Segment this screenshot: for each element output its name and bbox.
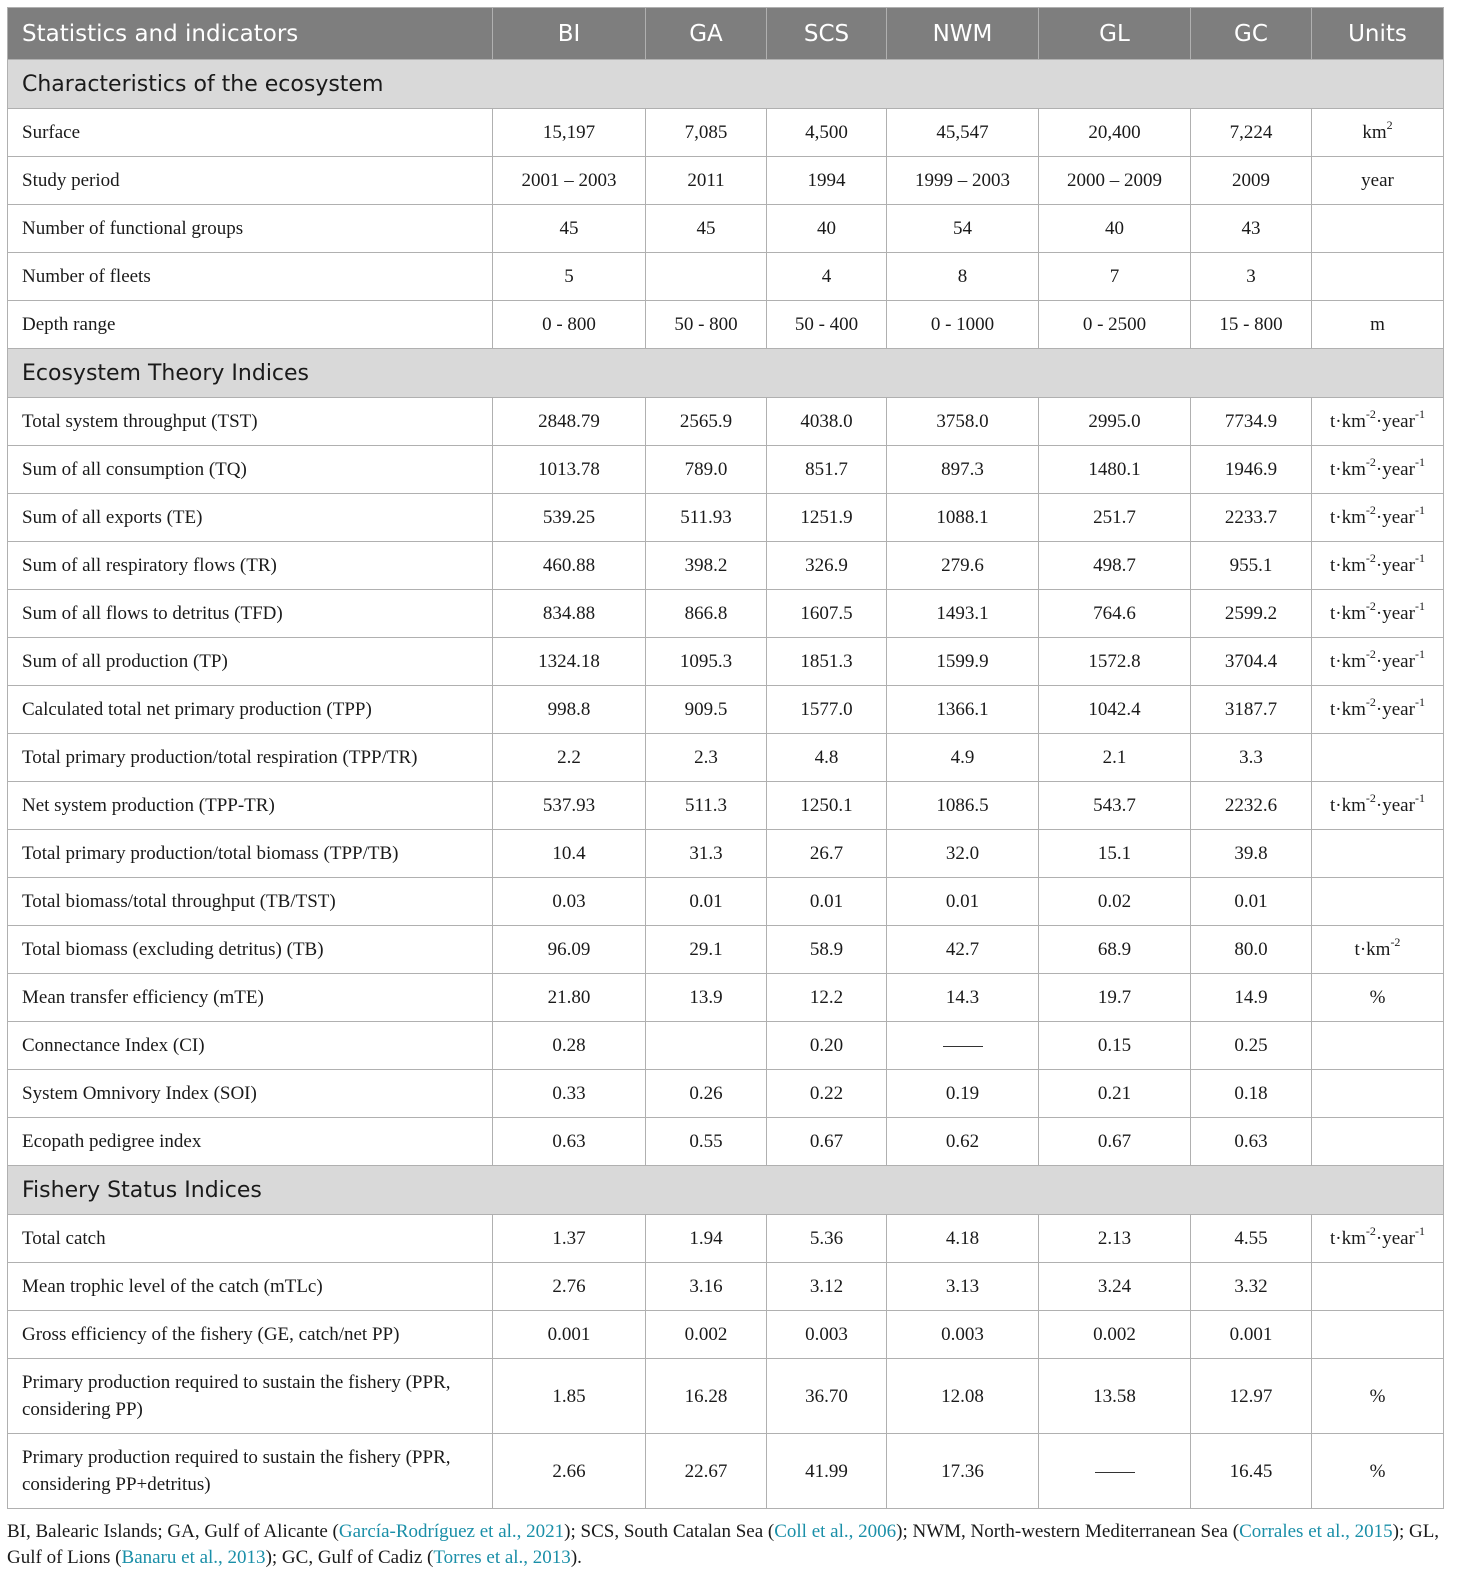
value-cell: 54 [887,205,1039,253]
value-cell: 1999 – 2003 [887,157,1039,205]
value-cell: 7734.9 [1191,398,1312,446]
table-wrapper [7,7,1443,1571]
value-cell: 4.9 [887,734,1039,782]
value-cell: 19.7 [1039,974,1191,1022]
value-cell: 20,400 [1039,109,1191,157]
section-title: Fishery Status Indices [8,1166,1444,1215]
table-row [8,1215,1444,1263]
value-cell: 0.02 [1039,878,1191,926]
value-cell: 398.2 [646,542,767,590]
footnote-text: ). [570,1547,582,1568]
value-cell: 36.70 [767,1359,887,1434]
unit-cell: $t\cdot km^{-2}$ [1312,926,1444,974]
value-cell: 7,085 [646,109,767,157]
section-row [8,349,1444,398]
row-label: Total biomass (excluding detritus) (TB) [8,926,493,974]
row-label: Primary production required to sustain the fishery (PPR, considering PP) [8,1359,493,1434]
value-cell: 1607.5 [767,590,887,638]
header-col-scs: SCS [767,8,887,60]
value-cell: 0.15 [1039,1022,1191,1070]
table-row [8,1311,1444,1359]
value-cell: 45 [646,205,767,253]
value-cell: 1.85 [493,1359,646,1434]
value-cell: 1324.18 [493,638,646,686]
value-cell: 998.8 [493,686,646,734]
unit-cell [1312,1022,1444,1070]
table-row [8,446,1444,494]
value-cell: 0.01 [1191,878,1312,926]
value-cell: 0.67 [1039,1118,1191,1166]
value-cell: 1250.1 [767,782,887,830]
table-row [8,1263,1444,1311]
row-label: Total system throughput (TST) [8,398,493,446]
dash-rule [943,1046,983,1047]
reference-link[interactable]: Torres et al., 2013 [433,1547,571,1568]
dash-rule [1095,1472,1135,1473]
value-cell: 460.88 [493,542,646,590]
value-cell: 1480.1 [1039,446,1191,494]
value-cell: 3758.0 [887,398,1039,446]
value-cell: 764.6 [1039,590,1191,638]
value-cell: 0.55 [646,1118,767,1166]
footnote-text: ); NWM, North-western Mediterranean Sea ( [896,1521,1240,1542]
value-cell: 0.003 [767,1311,887,1359]
unit-cell [1312,253,1444,301]
footnote-text: ); SCS, South Catalan Sea ( [564,1521,775,1542]
unit-cell: m [1312,301,1444,349]
value-cell: 1599.9 [887,638,1039,686]
unit-cell: $t\cdot km^{-2}\cdot year^{-1}$ [1312,686,1444,734]
value-cell: 1572.8 [1039,638,1191,686]
value-cell: 41.99 [767,1434,887,1509]
value-cell: 16.28 [646,1359,767,1434]
value-cell: 2.3 [646,734,767,782]
value-cell: 1086.5 [887,782,1039,830]
value-cell: 4.18 [887,1215,1039,1263]
value-cell [646,253,767,301]
value-cell: 50 - 400 [767,301,887,349]
row-label: Number of functional groups [8,205,493,253]
unit-cell: % [1312,974,1444,1022]
value-cell: 0.002 [646,1311,767,1359]
table-row [8,398,1444,446]
value-cell: 4,500 [767,109,887,157]
row-label: Study period [8,157,493,205]
header-col-gl: GL [1039,8,1191,60]
value-cell: 0.21 [1039,1070,1191,1118]
value-cell: 2009 [1191,157,1312,205]
value-cell: 15,197 [493,109,646,157]
value-cell: 3.3 [1191,734,1312,782]
table-row [8,205,1444,253]
value-cell: 1366.1 [887,686,1039,734]
table-row [8,878,1444,926]
reference-link[interactable]: Banaru et al., 2013 [121,1547,266,1568]
value-cell: 2232.6 [1191,782,1312,830]
value-cell: 851.7 [767,446,887,494]
header-col-nwm: NWM [887,8,1039,60]
value-cell: 58.9 [767,926,887,974]
value-cell: 13.9 [646,974,767,1022]
row-label: Number of fleets [8,253,493,301]
reference-link[interactable]: García-Rodríguez et al., 2021 [338,1521,565,1542]
value-cell: 15 - 800 [1191,301,1312,349]
value-cell: 4038.0 [767,398,887,446]
value-cell: 2599.2 [1191,590,1312,638]
value-cell: 16.45 [1191,1434,1312,1509]
table-row [8,1434,1444,1509]
table-row [8,686,1444,734]
value-cell: 96.09 [493,926,646,974]
value-cell: 3 [1191,253,1312,301]
value-cell: 0.25 [1191,1022,1312,1070]
value-cell: 45 [493,205,646,253]
value-cell: 3.13 [887,1263,1039,1311]
unit-cell [1312,1070,1444,1118]
value-cell: 3187.7 [1191,686,1312,734]
table-row [8,542,1444,590]
value-cell: 0.26 [646,1070,767,1118]
header-col-ga: GA [646,8,767,60]
value-cell: 68.9 [1039,926,1191,974]
unit-cell: % [1312,1359,1444,1434]
value-cell: 14.3 [887,974,1039,1022]
value-cell: 3704.4 [1191,638,1312,686]
value-cell: 0.001 [493,1311,646,1359]
value-cell: 39.8 [1191,830,1312,878]
value-cell: 1851.3 [767,638,887,686]
value-cell: 279.6 [887,542,1039,590]
section-row [8,1166,1444,1215]
unit-cell [1312,1118,1444,1166]
value-cell: 0.01 [767,878,887,926]
value-cell: 2.2 [493,734,646,782]
value-cell: 0.001 [1191,1311,1312,1359]
value-cell: 43 [1191,205,1312,253]
value-cell: 12.97 [1191,1359,1312,1434]
value-cell: 0.19 [887,1070,1039,1118]
footnote [7,1519,1443,1571]
value-cell: 1994 [767,157,887,205]
value-cell: 29.1 [646,926,767,974]
row-label: Surface [8,109,493,157]
value-cell: 2.76 [493,1263,646,1311]
unit-cell [1312,830,1444,878]
value-cell: 0.01 [646,878,767,926]
unit-cell: $t\cdot km^{-2}\cdot year^{-1}$ [1312,494,1444,542]
table-row [8,301,1444,349]
header-col-units: Units [1312,8,1444,60]
value-cell: 0.01 [887,878,1039,926]
table-row [8,1118,1444,1166]
value-cell: 0 - 1000 [887,301,1039,349]
value-cell: 0 - 800 [493,301,646,349]
table-row [8,157,1444,205]
unit-cell: $t\cdot km^{-2}\cdot year^{-1}$ [1312,1215,1444,1263]
unit-cell: $t\cdot km^{-2}\cdot year^{-1}$ [1312,782,1444,830]
row-label: System Omnivory Index (SOI) [8,1070,493,1118]
value-cell: 1.94 [646,1215,767,1263]
value-cell: 2001 – 2003 [493,157,646,205]
value-cell: 32.0 [887,830,1039,878]
table-row [8,590,1444,638]
unit-cell: $t\cdot km^{-2}\cdot year^{-1}$ [1312,638,1444,686]
table-row [8,109,1444,157]
value-cell: 3.32 [1191,1263,1312,1311]
section-row [8,60,1444,109]
value-cell: 955.1 [1191,542,1312,590]
value-cell: 2.1 [1039,734,1191,782]
value-cell: 2.66 [493,1434,646,1509]
footnote-text: ); GL, Gulf of Lions ( [7,1521,1440,1568]
unit-cell [1312,1263,1444,1311]
value-cell: 7 [1039,253,1191,301]
value-cell: 12.08 [887,1359,1039,1434]
value-cell: 0.62 [887,1118,1039,1166]
value-cell: 834.88 [493,590,646,638]
value-cell: 539.25 [493,494,646,542]
reference-link[interactable]: Coll et al., 2006 [774,1521,897,1542]
row-label: Sum of all consumption (TQ) [8,446,493,494]
table-row [8,1022,1444,1070]
value-cell: 251.7 [1039,494,1191,542]
value-cell: 2000 – 2009 [1039,157,1191,205]
value-cell: 22.67 [646,1434,767,1509]
row-label: Gross efficiency of the fishery (GE, catch/net PP) [8,1311,493,1359]
row-label: Total primary production/total respiration (TPP/TR) [8,734,493,782]
value-cell: 909.5 [646,686,767,734]
row-label: Calculated total net primary production (TPP) [8,686,493,734]
value-cell: 12.2 [767,974,887,1022]
value-cell: 40 [767,205,887,253]
footnote-text: ); GC, Gulf of Cadiz ( [265,1547,434,1568]
row-label: Primary production required to sustain the fishery (PPR, considering PP+detritus) [8,1434,493,1509]
value-cell: 2565.9 [646,398,767,446]
value-cell: 10.4 [493,830,646,878]
value-cell [1039,1434,1191,1509]
unit-cell: $t\cdot km^{-2}\cdot year^{-1}$ [1312,590,1444,638]
value-cell: 2995.0 [1039,398,1191,446]
table-row [8,782,1444,830]
value-cell: 4.8 [767,734,887,782]
unit-cell: $t\cdot km^{-2}\cdot year^{-1}$ [1312,542,1444,590]
table-row [8,1070,1444,1118]
value-cell: 17.36 [887,1434,1039,1509]
table-row [8,494,1444,542]
value-cell: 0.18 [1191,1070,1312,1118]
value-cell: 1042.4 [1039,686,1191,734]
row-label: Net system production (TPP-TR) [8,782,493,830]
table-row [8,638,1444,686]
header-col-bi: BI [493,8,646,60]
value-cell: 0.002 [1039,1311,1191,1359]
value-cell: 1.37 [493,1215,646,1263]
value-cell: 0.63 [1191,1118,1312,1166]
value-cell: 2848.79 [493,398,646,446]
value-cell: 0.003 [887,1311,1039,1359]
header-row [8,8,1444,60]
unit-cell: $km^2$ [1312,109,1444,157]
row-label: Mean transfer efficiency (mTE) [8,974,493,1022]
value-cell: 3.16 [646,1263,767,1311]
value-cell: 15.1 [1039,830,1191,878]
row-label: Sum of all production (TP) [8,638,493,686]
unit-cell [1312,205,1444,253]
value-cell: 5 [493,253,646,301]
unit-cell: year [1312,157,1444,205]
value-cell: 1095.3 [646,638,767,686]
value-cell: 1013.78 [493,446,646,494]
unit-cell [1312,734,1444,782]
value-cell: 543.7 [1039,782,1191,830]
row-label: Ecopath pedigree index [8,1118,493,1166]
value-cell [887,1022,1039,1070]
value-cell: 7,224 [1191,109,1312,157]
value-cell: 8 [887,253,1039,301]
value-cell: 1946.9 [1191,446,1312,494]
header-col-gc: GC [1191,8,1312,60]
row-label: Total primary production/total biomass (TPP/TB) [8,830,493,878]
value-cell: 511.3 [646,782,767,830]
value-cell: 2011 [646,157,767,205]
value-cell: 5.36 [767,1215,887,1263]
value-cell: 326.9 [767,542,887,590]
reference-link[interactable]: Corrales et al., 2015 [1239,1521,1393,1542]
row-label: Total biomass/total throughput (TB/TST) [8,878,493,926]
section-title: Characteristics of the ecosystem [8,60,1444,109]
row-label: Mean trophic level of the catch (mTLc) [8,1263,493,1311]
unit-cell: % [1312,1434,1444,1509]
value-cell: 42.7 [887,926,1039,974]
value-cell [646,1022,767,1070]
row-label: Sum of all respiratory flows (TR) [8,542,493,590]
value-cell: 3.12 [767,1263,887,1311]
value-cell: 866.8 [646,590,767,638]
value-cell: 3.24 [1039,1263,1191,1311]
value-cell: 4.55 [1191,1215,1312,1263]
value-cell: 31.3 [646,830,767,878]
unit-cell [1312,1311,1444,1359]
value-cell: 0.28 [493,1022,646,1070]
value-cell: 0.03 [493,878,646,926]
table-row [8,926,1444,974]
value-cell: 26.7 [767,830,887,878]
value-cell: 1577.0 [767,686,887,734]
row-label: Sum of all exports (TE) [8,494,493,542]
table-body [8,60,1444,1509]
value-cell: 40 [1039,205,1191,253]
value-cell: 498.7 [1039,542,1191,590]
footnote-text: BI, Balearic Islands; GA, Gulf of Alicante ( [7,1521,339,1542]
value-cell: 0.22 [767,1070,887,1118]
value-cell: 4 [767,253,887,301]
value-cell: 897.3 [887,446,1039,494]
value-cell: 50 - 800 [646,301,767,349]
row-label: Total catch [8,1215,493,1263]
row-label: Connectance Index (CI) [8,1022,493,1070]
value-cell: 0.67 [767,1118,887,1166]
value-cell: 45,547 [887,109,1039,157]
value-cell: 511.93 [646,494,767,542]
value-cell: 0 - 2500 [1039,301,1191,349]
unit-cell: $t\cdot km^{-2}\cdot year^{-1}$ [1312,398,1444,446]
section-title: Ecosystem Theory Indices [8,349,1444,398]
value-cell: 13.58 [1039,1359,1191,1434]
table-row [8,974,1444,1022]
header-label: Statistics and indicators [8,8,493,60]
value-cell: 2233.7 [1191,494,1312,542]
row-label: Depth range [8,301,493,349]
unit-cell [1312,878,1444,926]
table-row [8,1359,1444,1434]
value-cell: 1088.1 [887,494,1039,542]
table-row [8,253,1444,301]
table-row [8,734,1444,782]
statistics-table [7,7,1444,1509]
value-cell: 1251.9 [767,494,887,542]
unit-cell: $t\cdot km^{-2}\cdot year^{-1}$ [1312,446,1444,494]
value-cell: 80.0 [1191,926,1312,974]
value-cell: 0.20 [767,1022,887,1070]
value-cell: 0.33 [493,1070,646,1118]
value-cell: 14.9 [1191,974,1312,1022]
value-cell: 0.63 [493,1118,646,1166]
value-cell: 2.13 [1039,1215,1191,1263]
table-row [8,830,1444,878]
row-label: Sum of all flows to detritus (TFD) [8,590,493,638]
value-cell: 537.93 [493,782,646,830]
value-cell: 789.0 [646,446,767,494]
value-cell: 1493.1 [887,590,1039,638]
value-cell: 21.80 [493,974,646,1022]
